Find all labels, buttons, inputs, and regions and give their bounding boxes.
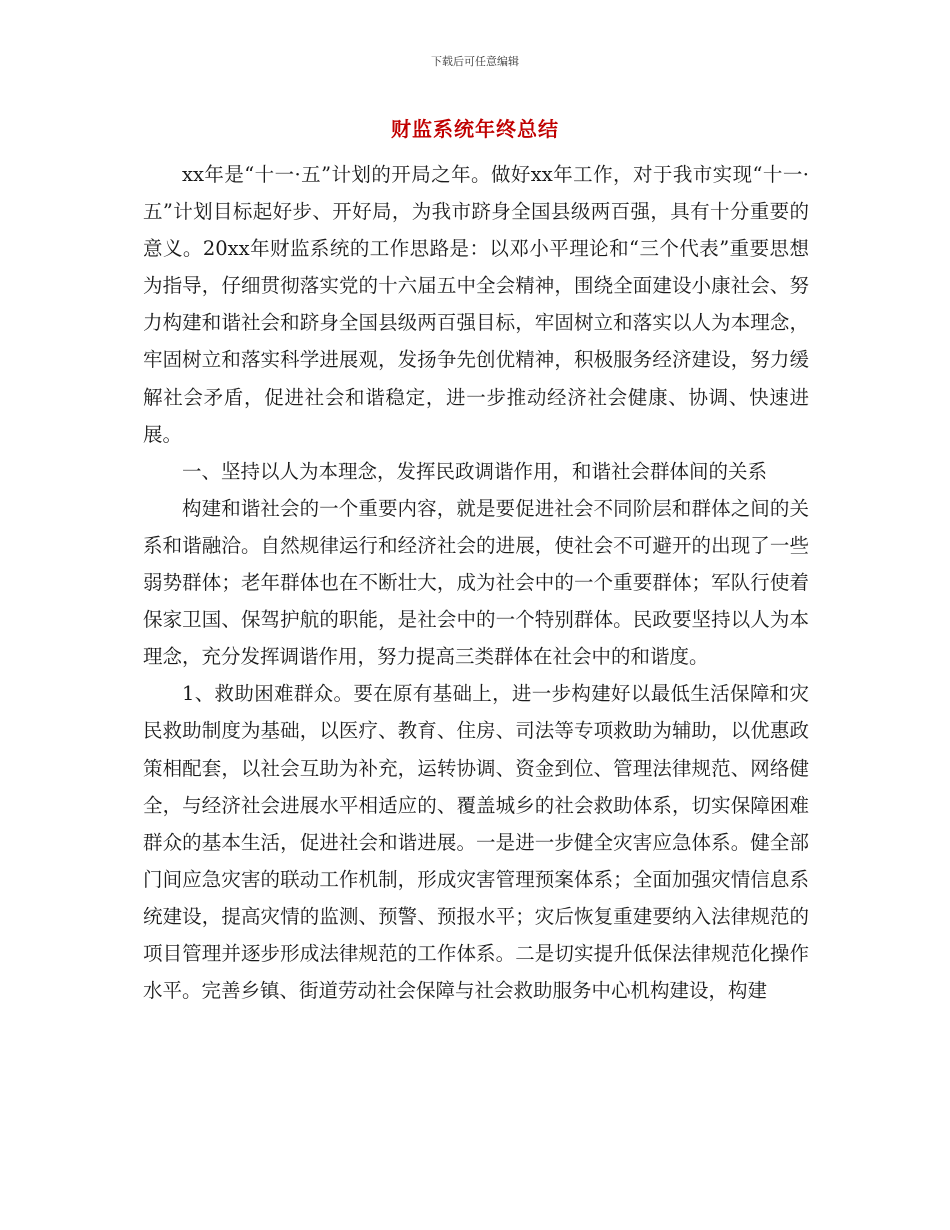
document-title: 财监系统年终总结	[391, 117, 559, 141]
paragraph-harmony: 构建和谐社会的一个重要内容，就是要促进社会不同阶层和群体之间的关系和谐融洽。自然规律运行和经济社会的进展，使社会不可避开的出现了一些弱势群体；老年群体也在不断壮大，成为社会中的一个重要群体；军队行使着保家卫国、保驾护航的职能，是社会中的一个特别群体。民政要坚持以人为本理念，充分发挥调谐作用，努力提高三类群体在社会中的和谐度。	[143, 496, 809, 669]
paragraph-section-heading: 一、坚持以人为本理念，发挥民政调谐作用，和谐社会群体间的关系	[182, 459, 768, 483]
page-header-note: 下载后可任意编辑	[431, 55, 519, 68]
paragraph-intro: xx年是“十一·五”计划的开局之年。做好xx年工作，对于我市实现“十一·五”计划目标起好步、开好局，为我市跻身全国县级两百强，具有十分重要的意义。20xx年财监系统的工作思路是：以邓小平理论和“三个代表”重要思想为指导，仔细贯彻落实党的十六届五中全会精神，围绕全面建设小康社会、努力构建和谐社会和跻身全国县级两百强目标，牢固树立和落实以人为本理念，牢固树立和落实科学进展观，发扬争先创优精神，积极服务经济建设，努力缓解社会矛盾，促进社会和谐稳定，进一步推动经济社会健康、协调、快速进展。	[143, 163, 809, 446]
document-body	[143, 156, 809, 1009]
paragraph-relief: 1、救助困难群众。要在原有基础上，进一步构建好以最低生活保障和灾民救助制度为基础，以医疗、教育、住房、司法等专项救助为辅助，以优惠政策相配套，以社会互助为补充，运转协调、资金到位、管理法律规范、网络健全，与经济社会进展水平相适应的、覆盖城乡的社会救助体系，切实保障困难群众的基本生活，促进社会和谐进展。一是进一步健全灾害应急体系。健全部门间应急灾害的联动工作机制，形成灾害管理预案体系；全面加强灾情信息系统建设，提高灾情的监测、预警、预报水平；灾后恢复重建要纳入法律规范的项目管理并逐步形成法律规范的工作体系。二是切实提升低保法律规范化操作水平。完善乡镇、街道劳动社会保障与社会救助服务中心机构建设，构建	[143, 682, 809, 1003]
